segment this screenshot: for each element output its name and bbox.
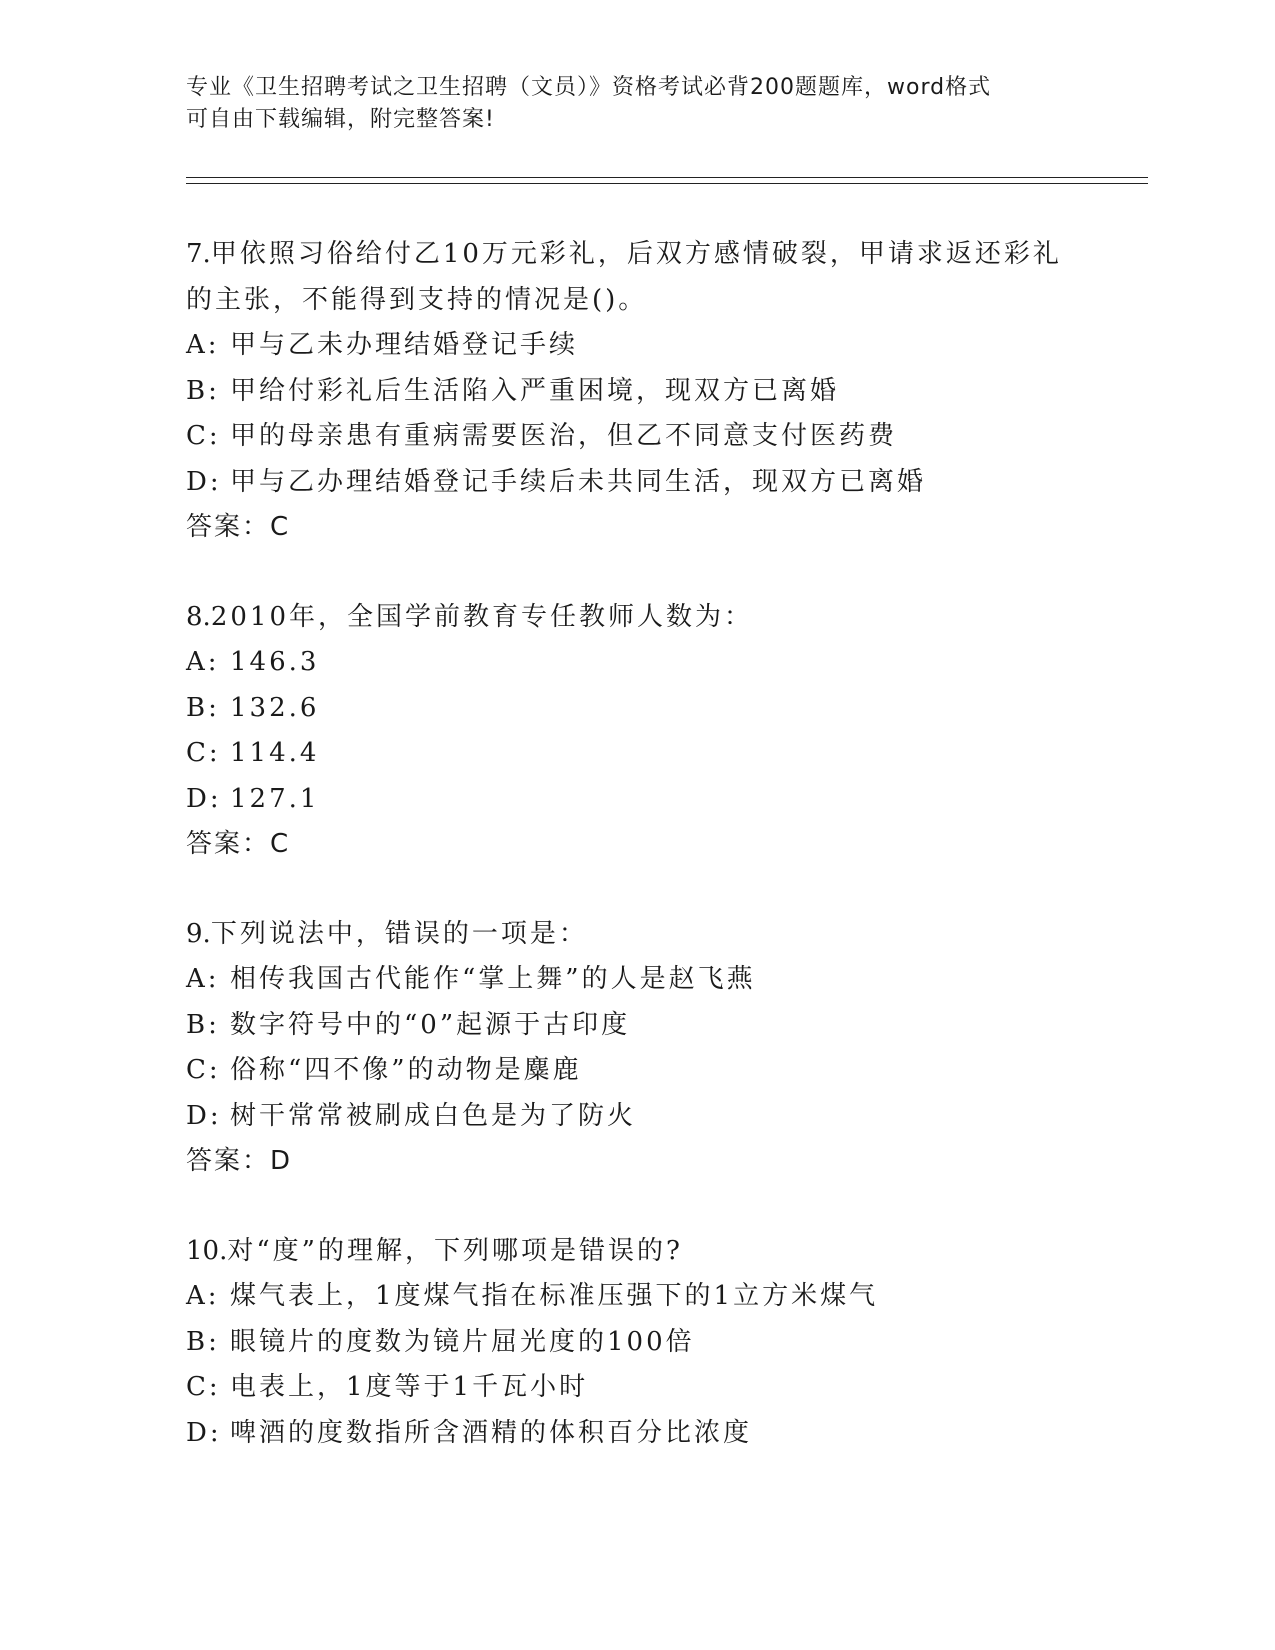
question-9 <box>186 912 1086 1185</box>
option-text: 甲与乙未办理结婚登记手续 <box>230 330 579 360</box>
option-text: 114.4 <box>230 738 320 768</box>
option-d <box>186 777 1086 823</box>
question-number: 10. <box>186 1235 228 1266</box>
document-header <box>186 72 1066 136</box>
option-key: B: <box>186 1326 220 1357</box>
option-text: 眼镜片的度数为镜片屈光度的100倍 <box>230 1326 695 1357</box>
question-number: 8. <box>186 601 211 632</box>
option-key: A: <box>186 1281 220 1311</box>
option-key: C: <box>186 421 221 451</box>
option-key: D: <box>186 1100 222 1131</box>
question-8 <box>186 595 1086 868</box>
option-c <box>186 414 1086 460</box>
question-stem-line: 的主张，不能得到支持的情况是()。 <box>186 284 648 315</box>
option-text: 相传我国古代能作“掌上舞”的人是赵飞燕 <box>230 964 756 994</box>
option-text: 电表上，1度等于1千瓦小时 <box>230 1372 589 1402</box>
question-stem-line <box>186 1229 1086 1275</box>
option-key: C: <box>186 738 221 768</box>
option-text: 啤酒的度数指所含酒精的体积百分比浓度 <box>230 1417 753 1448</box>
option-text: 甲给付彩礼后生活陷入严重困境，现双方已离婚 <box>230 375 840 406</box>
option-d <box>186 1411 1086 1457</box>
header-line-2: 可自由下载编辑，附完整答案! <box>186 107 495 132</box>
question-text: 下列说法中，错误的一项是： <box>210 918 588 949</box>
option-text: 数字符号中的“0”起源于古印度 <box>230 1009 631 1040</box>
option-text: 132.6 <box>230 692 320 723</box>
option-text: 甲的母亲患有重病需要医治，但乙不同意支付医药费 <box>230 421 898 451</box>
option-key: B: <box>186 1009 220 1040</box>
option-key: D: <box>186 466 222 497</box>
question-text: 对“度”的理解，下列哪项是错误的? <box>227 1235 683 1266</box>
option-c <box>186 1048 1086 1094</box>
option-text: 146.3 <box>230 647 320 677</box>
option-d <box>186 460 1086 506</box>
option-c <box>186 731 1086 777</box>
question-list <box>186 232 1086 1500</box>
answer-line: 答案：C <box>186 829 291 859</box>
option-text: 127.1 <box>230 783 320 814</box>
option-key: C: <box>186 1055 221 1085</box>
question-stem-line <box>186 595 1086 641</box>
option-text: 煤气表上，1度煤气指在标准压强下的1立方米煤气 <box>230 1281 879 1311</box>
question-10 <box>186 1229 1086 1457</box>
option-a <box>186 957 1086 1003</box>
question-number: 9. <box>186 918 211 949</box>
option-key: D: <box>186 1417 222 1448</box>
question-text: 甲依照习俗给付乙10万元彩礼，后双方感情破裂，甲请求返还彩礼 <box>210 239 1062 269</box>
header-divider-bottom <box>186 183 1148 184</box>
answer-line: 答案：C <box>186 512 291 542</box>
option-key: A: <box>186 647 220 677</box>
option-a <box>186 1274 1086 1320</box>
question-7 <box>186 232 1086 551</box>
option-text: 甲与乙办理结婚登记手续后未共同生活，现双方已离婚 <box>230 466 927 497</box>
header-line-1: 专业《卫生招聘考试之卫生招聘（文员）》资格考试必背200题题库，word格式 <box>186 75 992 100</box>
option-key: A: <box>186 330 220 360</box>
option-key: B: <box>186 692 220 723</box>
option-a <box>186 640 1086 686</box>
header-divider-top <box>186 177 1148 178</box>
answer-line: 答案：D <box>186 1146 293 1176</box>
option-a <box>186 323 1086 369</box>
option-key: C: <box>186 1372 221 1402</box>
option-key: B: <box>186 375 220 406</box>
option-b <box>186 369 1086 415</box>
question-stem-line <box>186 232 1086 278</box>
option-d <box>186 1094 1086 1140</box>
option-text: 树干常常被刷成白色是为了防火 <box>230 1100 637 1131</box>
question-text: 2010年，全国学前教育专任教师人数为： <box>210 601 753 632</box>
option-key: D: <box>186 783 222 814</box>
question-stem-line <box>186 912 1086 958</box>
option-c <box>186 1365 1086 1411</box>
option-b <box>186 1003 1086 1049</box>
option-text: 俗称“四不像”的动物是麋鹿 <box>230 1055 582 1085</box>
question-number: 7. <box>186 239 211 269</box>
option-b <box>186 1320 1086 1366</box>
option-key: A: <box>186 964 220 994</box>
option-b <box>186 686 1086 732</box>
